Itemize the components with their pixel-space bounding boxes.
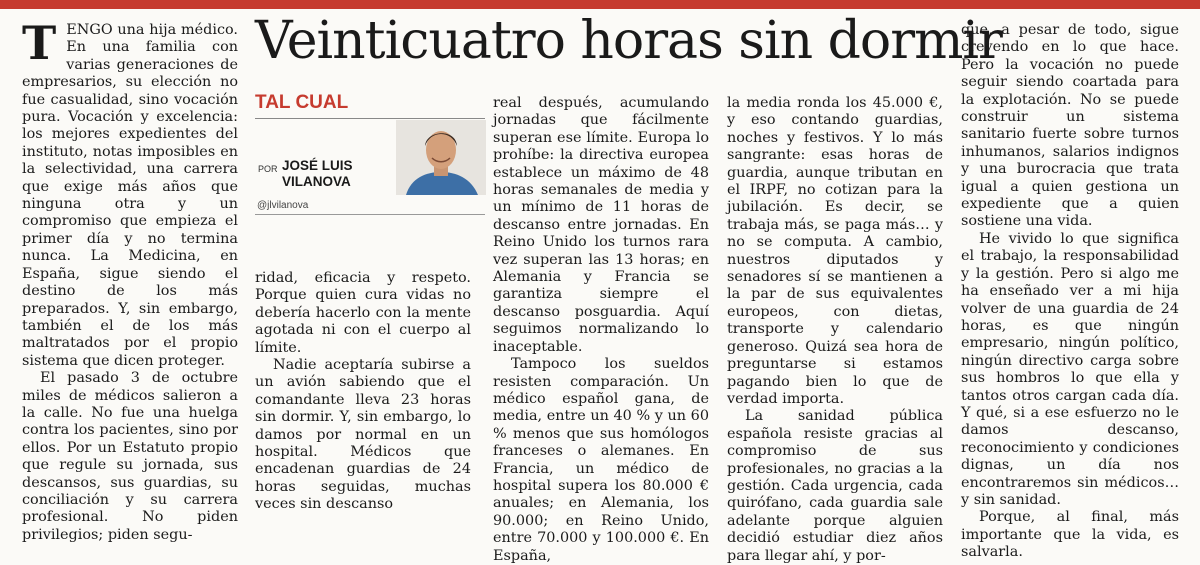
paragraph-8: La sanidad pública española resiste gracias al compromiso de sus profesionales, no gracias a la gestión. Cada urgencia, cada quirófano, cada guardia sale adelante porque alguien decidió estudiar diez años para llegar ahí, y por- bbox=[727, 408, 943, 564]
paragraph-2: El pasado 3 de octubre miles de médicos salieron a la calle. No fue una huelga contra los pacientes, sino por ellos. Por un Estatuto propio que regule su jornada, sus descansos, sus guardias, su conciliación y su carrera profesional. No piden privilegios; piden segu- bbox=[22, 370, 238, 543]
paragraph-5: real después, acumulando jornadas que fácilmente superan ese límite. Europa lo prohíbe: la directiva europea establece un máximo de 48 horas semanales de media y un mínimo de 11 horas de descanso entre jornadas. En Reino Unido los turnos rara vez superan las 13 horas; en Alemania y Francia se garantiza siempre el descanso posguardia. Aquí seguimos normalizando lo inaceptable. bbox=[493, 95, 709, 355]
top-accent-bar bbox=[0, 0, 1200, 9]
paragraph-3: ridad, eficacia y respeto. Porque quien cura vidas no debería hacerlo con la mente agotada ni con el cuerpo al límite. bbox=[255, 270, 471, 356]
author-photo bbox=[396, 120, 486, 195]
paragraph-4: Nadie aceptaría subirse a un avión sabiendo que el comandante lleva 23 horas sin dormir. Y, sin embargo, lo damos por normal en un hospital. Médicos que encadenan guardias de 24 horas seguidas, muchas veces sin descanso bbox=[255, 357, 471, 513]
paragraph-10: He vivido lo que significa el trabajo, la responsabilidad y la gestión. Pero si algo me ha enseñado ver a mi hija volver de una guardia de 24 horas, es que ningún empresario, ningún político, ningún directivo carga sobre sus hombros lo que ella y tantos otros cargan cada día. Y qué, si a ese esfuerzo no le damos descanso, reconocimiento y condiciones dignas, un día nos encontraremos sin médicos… y sin sanidad. bbox=[961, 230, 1179, 508]
drop-cap: T bbox=[22, 16, 57, 70]
author-name-line1: JOSÉ LUIS bbox=[282, 158, 353, 173]
headline: Veinticuatro horas sin dormir bbox=[255, 11, 1002, 71]
paragraph-1 bbox=[22, 16, 238, 370]
column-5 bbox=[961, 22, 1179, 562]
byline-prefix: POR bbox=[258, 164, 278, 174]
author-handle: @jlvilanova bbox=[257, 200, 309, 211]
paragraph-6: Tampoco los sueldos resisten comparación. Un médico español gana, de media, entre un 40 % y un 60 % menos que sus homólogos franceses o alemanes. En Francia, un médico de hospital supera los 80.000 € anuales; en Alemania, los 90.000; en Reino Unido, entre 70.000 y 100.000 €. En España, bbox=[493, 356, 709, 564]
author-name bbox=[282, 158, 353, 190]
column-2 bbox=[255, 270, 471, 514]
paragraph-9: que, a pesar de todo, sigue creyendo en lo que hace. Pero la vocación no puede seguir siendo coartada para la explotación. No se puede construir un sistema sanitario fuerte sobre turnos inhumanos, salarios indignos y una burocracia que trata igual a quien gestiona un expediente que a quien sostiene una vida. bbox=[961, 22, 1179, 230]
column-4 bbox=[727, 95, 943, 565]
column-1 bbox=[22, 16, 238, 544]
column-3 bbox=[493, 95, 709, 565]
section-label: TAL CUAL bbox=[255, 92, 349, 113]
paragraph-7: la media ronda los 45.000 €, y eso contando guardias, noches y festivos. Y lo más sangrante: esas horas de guardia, aunque tributan en el IRPF, no cotizan para la jubilación. Es decir, se trabaja más, se paga más… y no se computa. A cambio, nuestros diputados y senadores sí se mantienen a la par de sus equivalentes europeos, con dietas, transporte y calendario generoso. Quizá sea hora de preguntarse si estamos pagando bien lo que de verdad importa. bbox=[727, 95, 943, 407]
author-name-line2: VILANOVA bbox=[282, 174, 351, 189]
paragraph-1-text: ENGO una hija médico. En una familia con varias generaciones de empresarios, su elección no fue casualidad, sino vocación pura. Vocación y excelencia: los mejores expedientes del instituto, notas imposibles en la selectividad, una carrera que exige más años que ninguna otra y un compromiso que empieza el primer día y no termina nunca. La Medicina, en España, sigue siendo el destino de los más preparados. Y, sin embargo, también el de los más maltratados por el propio sistema que dicen proteger. bbox=[22, 22, 238, 369]
paragraph-11: Porque, al final, más importante que la vida, es salvarla. bbox=[961, 509, 1179, 561]
byline-divider bbox=[255, 214, 485, 215]
